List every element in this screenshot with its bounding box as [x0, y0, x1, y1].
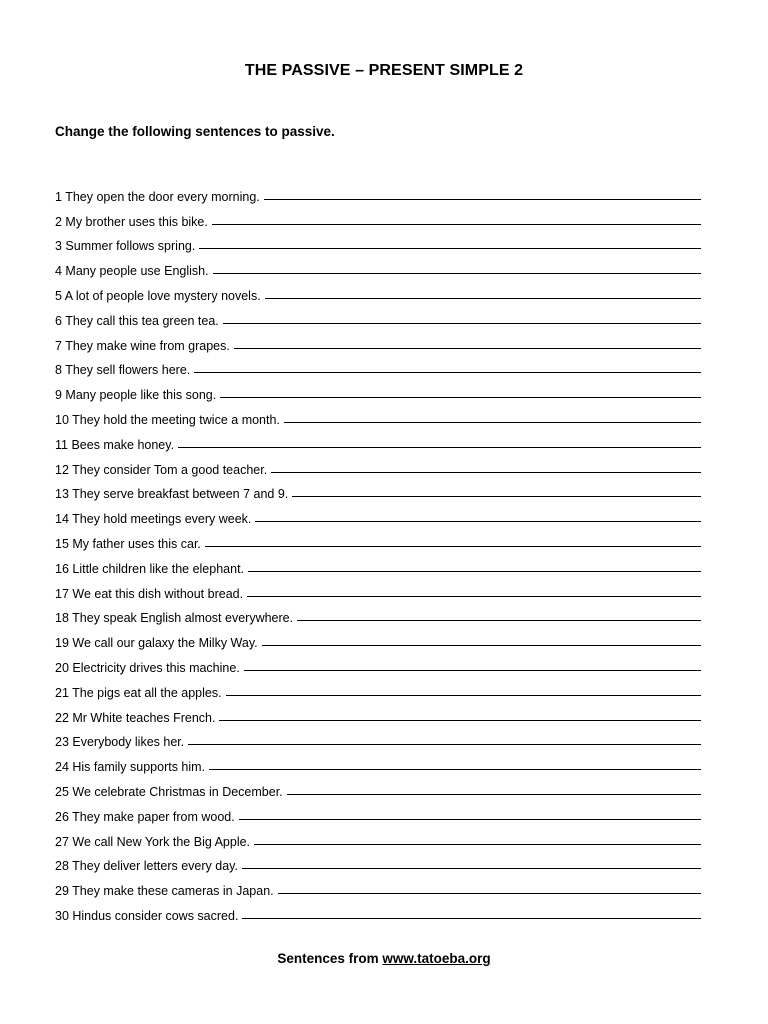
answer-blank-line[interactable] — [284, 421, 701, 423]
exercise-sentence: 28 They deliver letters every day. — [55, 859, 238, 874]
answer-blank-line[interactable] — [199, 247, 701, 249]
answer-blank-line[interactable] — [219, 719, 701, 721]
exercise-sentence: 9 Many people like this song. — [55, 388, 217, 403]
exercise-sentence: 29 They make these cameras in Japan. — [55, 884, 274, 899]
exercise-sentence: 6 They call this tea green tea. — [55, 313, 219, 328]
exercise-sentence: 18 They speak English almost everywhere. — [55, 611, 294, 626]
exercise-item — [55, 279, 705, 304]
answer-blank-line[interactable] — [212, 223, 701, 225]
exercise-item — [55, 850, 705, 875]
answer-blank-line[interactable] — [287, 793, 701, 795]
exercise-item — [55, 254, 705, 279]
exercise-item — [55, 775, 705, 800]
answer-blank-line[interactable] — [242, 867, 701, 869]
answer-blank-line[interactable] — [248, 570, 701, 572]
instruction-text: Change the following sentences to passive. — [55, 124, 335, 139]
answer-blank-line[interactable] — [205, 545, 701, 547]
exercise-item — [55, 478, 705, 503]
exercise-item — [55, 874, 705, 899]
answer-blank-line[interactable] — [255, 520, 701, 522]
exercise-item — [55, 403, 705, 428]
answer-blank-line[interactable] — [292, 495, 701, 497]
exercise-sentence: 27 We call New York the Big Apple. — [55, 834, 251, 849]
exercise-item — [55, 726, 705, 751]
exercise-sentence: 5 A lot of people love mystery novels. — [55, 288, 261, 303]
exercise-sentence: 21 The pigs eat all the apples. — [55, 685, 222, 700]
exercise-item — [55, 577, 705, 602]
answer-blank-line[interactable] — [244, 669, 701, 671]
footer-credit — [0, 951, 768, 966]
exercise-sentence: 2 My brother uses this bike. — [55, 214, 208, 229]
answer-blank-line[interactable] — [188, 743, 701, 745]
answer-blank-line[interactable] — [271, 471, 701, 473]
exercise-item — [55, 651, 705, 676]
exercise-sentence: 1 They open the door every morning. — [55, 189, 260, 204]
exercise-sentence: 14 They hold meetings every week. — [55, 512, 252, 527]
exercise-item — [55, 329, 705, 354]
answer-blank-line[interactable] — [297, 619, 701, 621]
answer-blank-line[interactable] — [254, 843, 701, 845]
exercise-item — [55, 825, 705, 850]
exercise-item — [55, 378, 705, 403]
exercise-sentence: 23 Everybody likes her. — [55, 735, 185, 750]
exercise-list — [55, 180, 705, 924]
exercise-sentence: 22 Mr White teaches French. — [55, 710, 216, 725]
answer-blank-line[interactable] — [264, 198, 701, 200]
exercise-sentence: 15 My father uses this car. — [55, 536, 201, 551]
exercise-sentence: 10 They hold the meeting twice a month. — [55, 412, 280, 427]
answer-blank-line[interactable] — [194, 371, 701, 373]
exercise-sentence: 25 We celebrate Christmas in December. — [55, 784, 283, 799]
footer-prefix: Sentences from — [277, 951, 383, 966]
exercise-item — [55, 626, 705, 651]
exercise-item — [55, 701, 705, 726]
exercise-item — [55, 453, 705, 478]
exercise-item — [55, 676, 705, 701]
answer-blank-line[interactable] — [178, 446, 701, 448]
exercise-sentence: 7 They make wine from grapes. — [55, 338, 230, 353]
exercise-sentence: 8 They sell flowers here. — [55, 363, 191, 378]
answer-blank-line[interactable] — [239, 818, 701, 820]
exercise-item — [55, 230, 705, 255]
exercise-item — [55, 304, 705, 329]
page-title: THE PASSIVE – PRESENT SIMPLE 2 — [244, 62, 524, 79]
answer-blank-line[interactable] — [234, 347, 701, 349]
exercise-item — [55, 502, 705, 527]
exercise-sentence: 4 Many people use English. — [55, 264, 209, 279]
exercise-sentence: 24 His family supports him. — [55, 760, 206, 775]
exercise-sentence: 13 They serve breakfast between 7 and 9. — [55, 487, 289, 502]
exercise-item — [55, 899, 705, 924]
answer-blank-line[interactable] — [220, 396, 701, 398]
exercise-sentence: 19 We call our galaxy the Milky Way. — [55, 636, 258, 651]
tatoeba-link[interactable]: www.tatoeba.org — [382, 951, 491, 966]
answer-blank-line[interactable] — [223, 322, 701, 324]
exercise-item — [55, 354, 705, 379]
exercise-sentence: 12 They consider Tom a good teacher. — [55, 462, 268, 477]
answer-blank-line[interactable] — [242, 917, 701, 919]
exercise-sentence: 3 Summer follows spring. — [55, 239, 196, 254]
exercise-item — [55, 552, 705, 577]
exercise-sentence: 20 Electricity drives this machine. — [55, 660, 240, 675]
exercise-item — [55, 800, 705, 825]
exercise-item — [55, 428, 705, 453]
exercise-item — [55, 602, 705, 627]
answer-blank-line[interactable] — [226, 694, 701, 696]
exercise-sentence: 16 Little children like the elephant. — [55, 561, 245, 576]
answer-blank-line[interactable] — [265, 297, 701, 299]
exercise-item — [55, 205, 705, 230]
answer-blank-line[interactable] — [278, 892, 701, 894]
answer-blank-line[interactable] — [262, 644, 701, 646]
exercise-item — [55, 750, 705, 775]
exercise-sentence: 26 They make paper from wood. — [55, 809, 235, 824]
answer-blank-line[interactable] — [209, 768, 701, 770]
exercise-sentence: 11 Bees make honey. — [55, 437, 175, 452]
exercise-item — [55, 180, 705, 205]
exercise-sentence: 17 We eat this dish without bread. — [55, 586, 244, 601]
answer-blank-line[interactable] — [213, 272, 701, 274]
exercise-sentence: 30 Hindus consider cows sacred. — [55, 908, 239, 923]
answer-blank-line[interactable] — [247, 595, 701, 597]
exercise-item — [55, 527, 705, 552]
